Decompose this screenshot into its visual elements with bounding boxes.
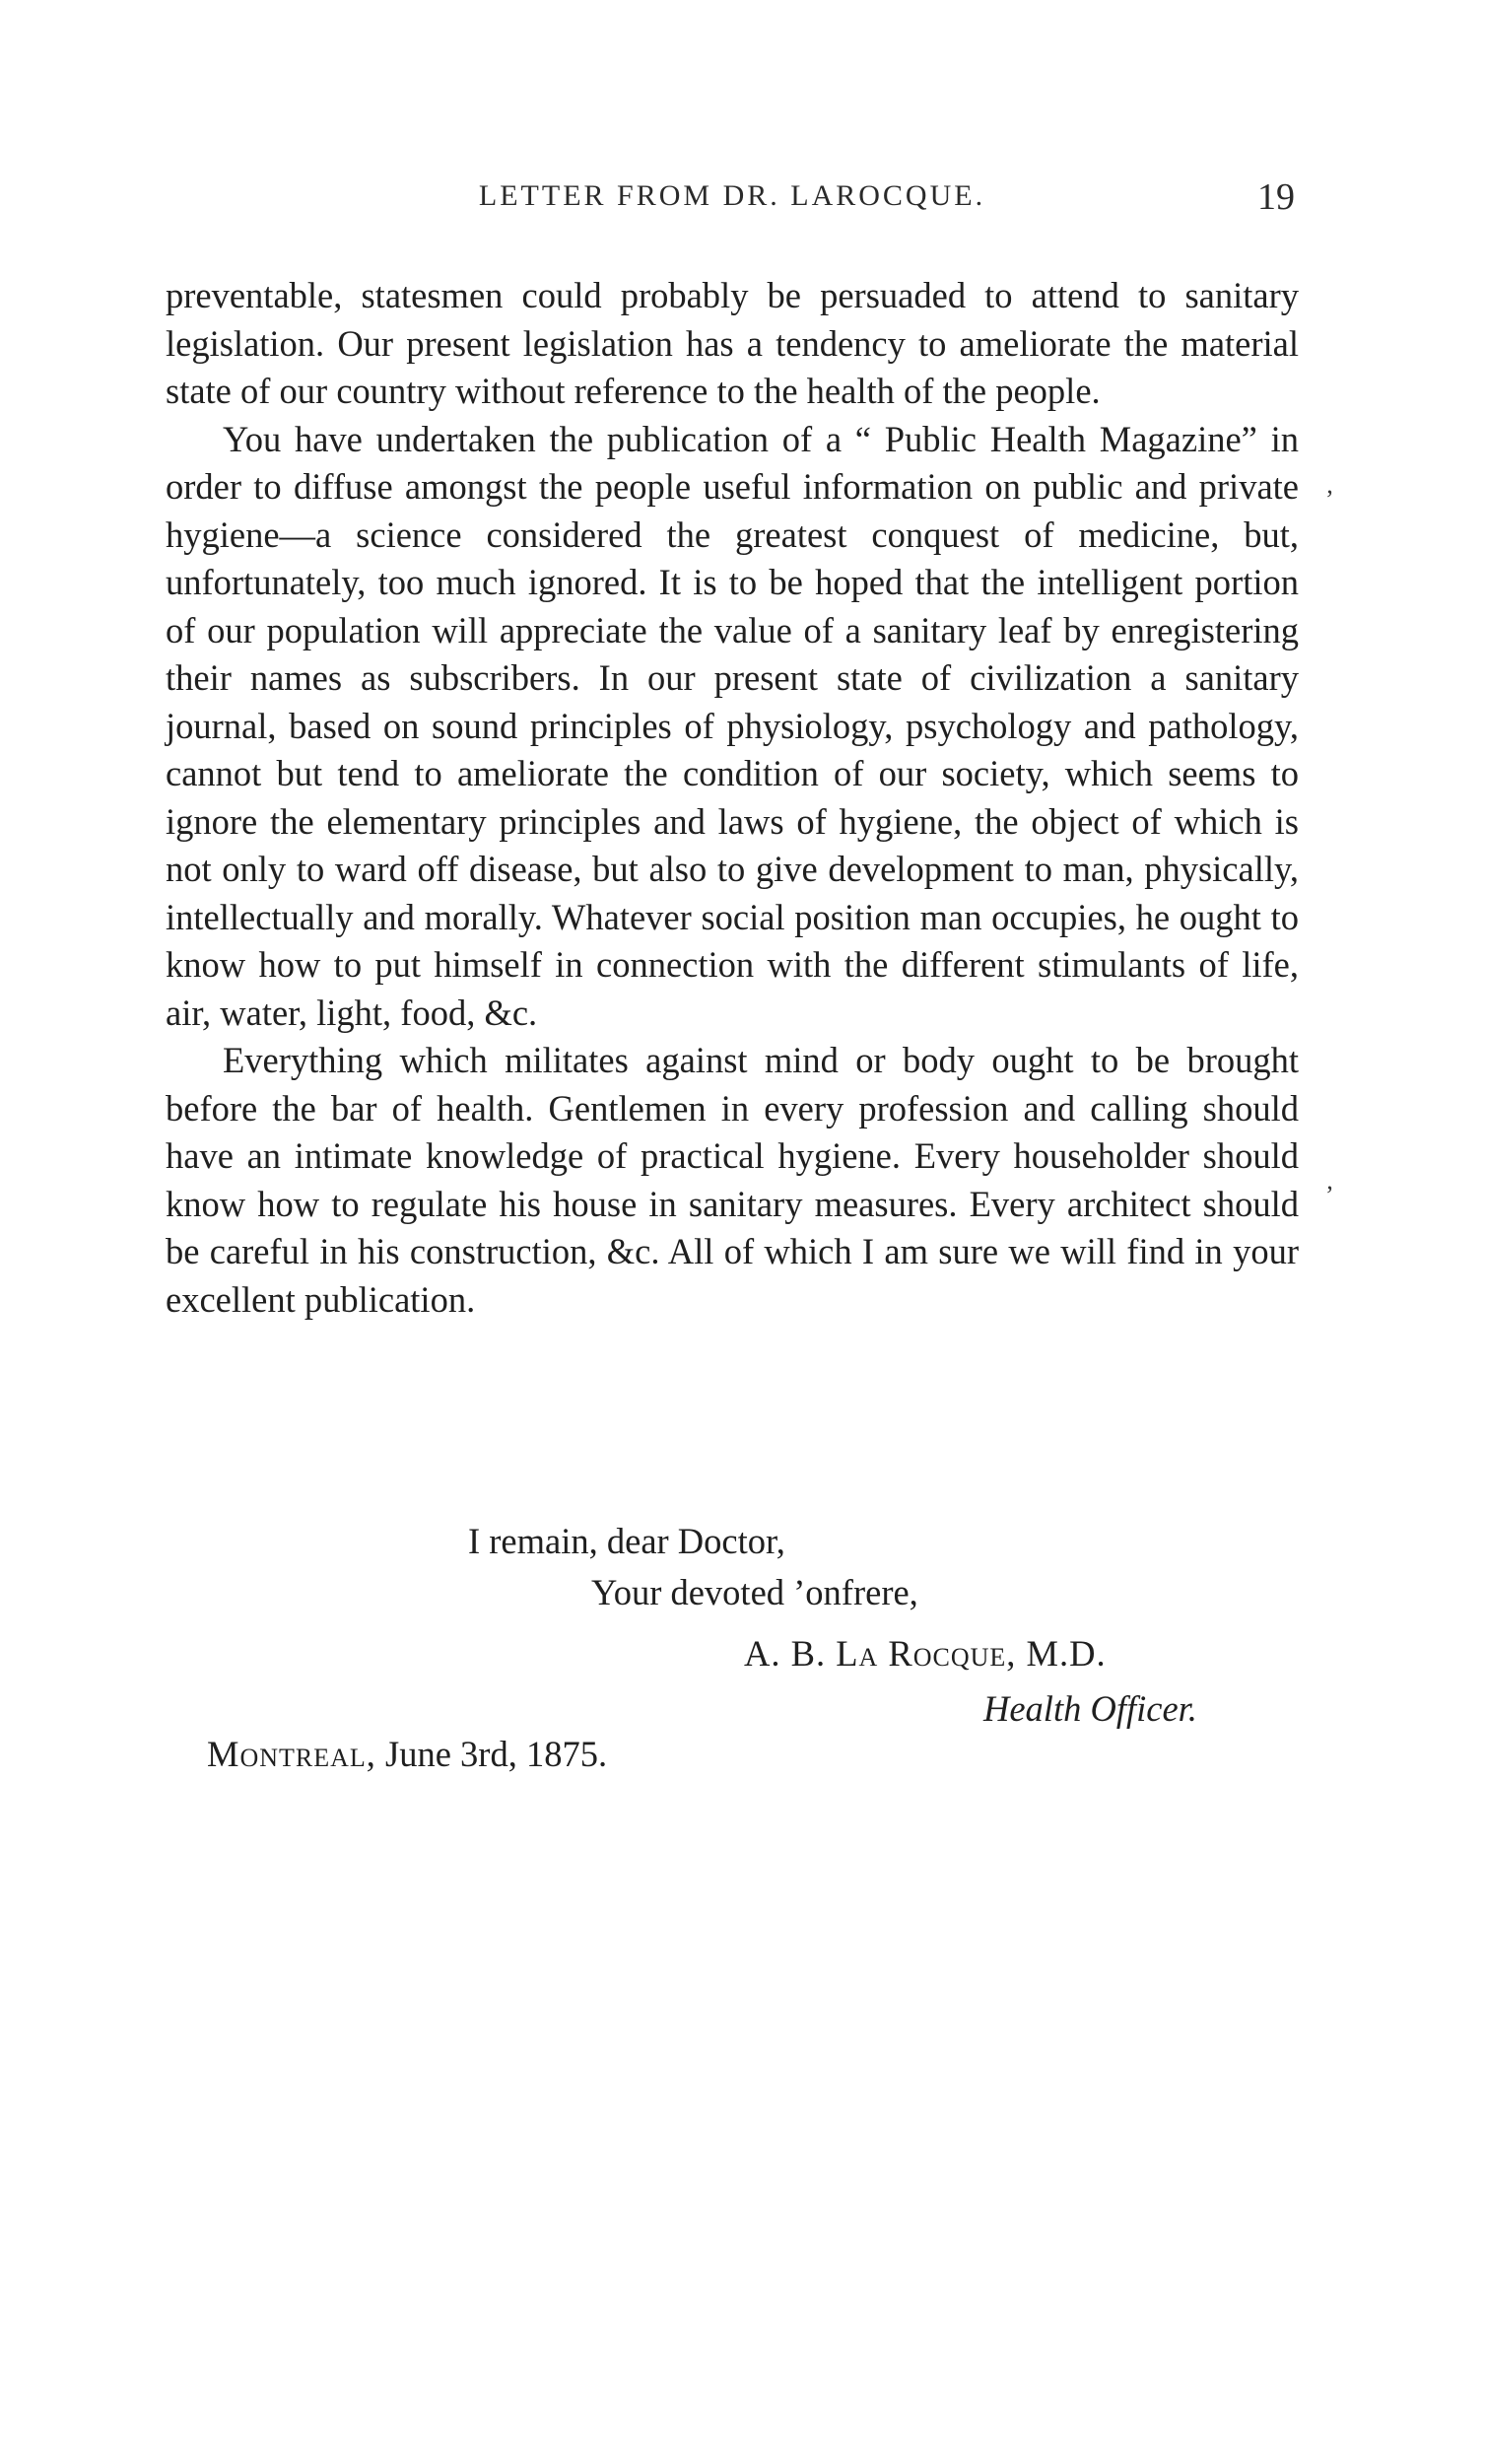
signature-title: Health Officer. (983, 1688, 1197, 1729)
paragraph-public-health-magazine: You have undertaken the publication of a “ Public Health Magazine” in order to diffuse amongst the people useful information on public and private hygiene—a science considered the greatest conquest of medicine, but, unfortunately, too much ignored. It is to be hoped that the intelligent portion of our population will appreciate the value of a sanitary leaf by enregistering their names as subscribers. In our present state of civilization a sanitary journal, based on sound principles of physiology, psychology and pathology, cannot but tend to ameliorate the condition of our society, which seems to ignore the elementary principles and laws of hygiene, the object of which is not only to ward off disease, but also to give development to man, physically, intellectually and morally. Whatever social position man occupies, he ought to know how to put himself in connection with the different stimulants of life, air, water, light, food, &c. (166, 418, 1299, 1033)
salutation: I remain, dear Doctor, (468, 1521, 785, 1561)
running-title: LETTER FROM DR. LAROCQUE. (478, 179, 986, 212)
place: Montreal, (207, 1734, 376, 1774)
paragraph-continuation: preventable, statesmen could probably be persuaded to attend to sanitary legislation. Our present legislation has a tendency to ameliorate the material state of our country without reference to the health of the people. (166, 275, 1299, 411)
valediction: Your devoted ʼonfrere, (591, 1572, 918, 1612)
dateline (207, 1733, 607, 1775)
page-number: 19 (1257, 176, 1295, 218)
paragraph-bar-of-health: Everything which militates against mind or body ought to be brought before the bar of health. Gentlemen in every profession and calling should have an intimate knowledge of practical hygiene. Every householder should know how to regulate his house in sanitary measures. Every architect should be careful in his construction, &c. All of which I am sure we will find in your excellent publication. (166, 1040, 1299, 1320)
date: June 3rd, 1875. (385, 1734, 608, 1774)
signature: A. B. La Rocque, M.D. (744, 1633, 1107, 1674)
margin-mark: ’ (1325, 485, 1334, 513)
margin-mark: ’ (1325, 1181, 1334, 1209)
